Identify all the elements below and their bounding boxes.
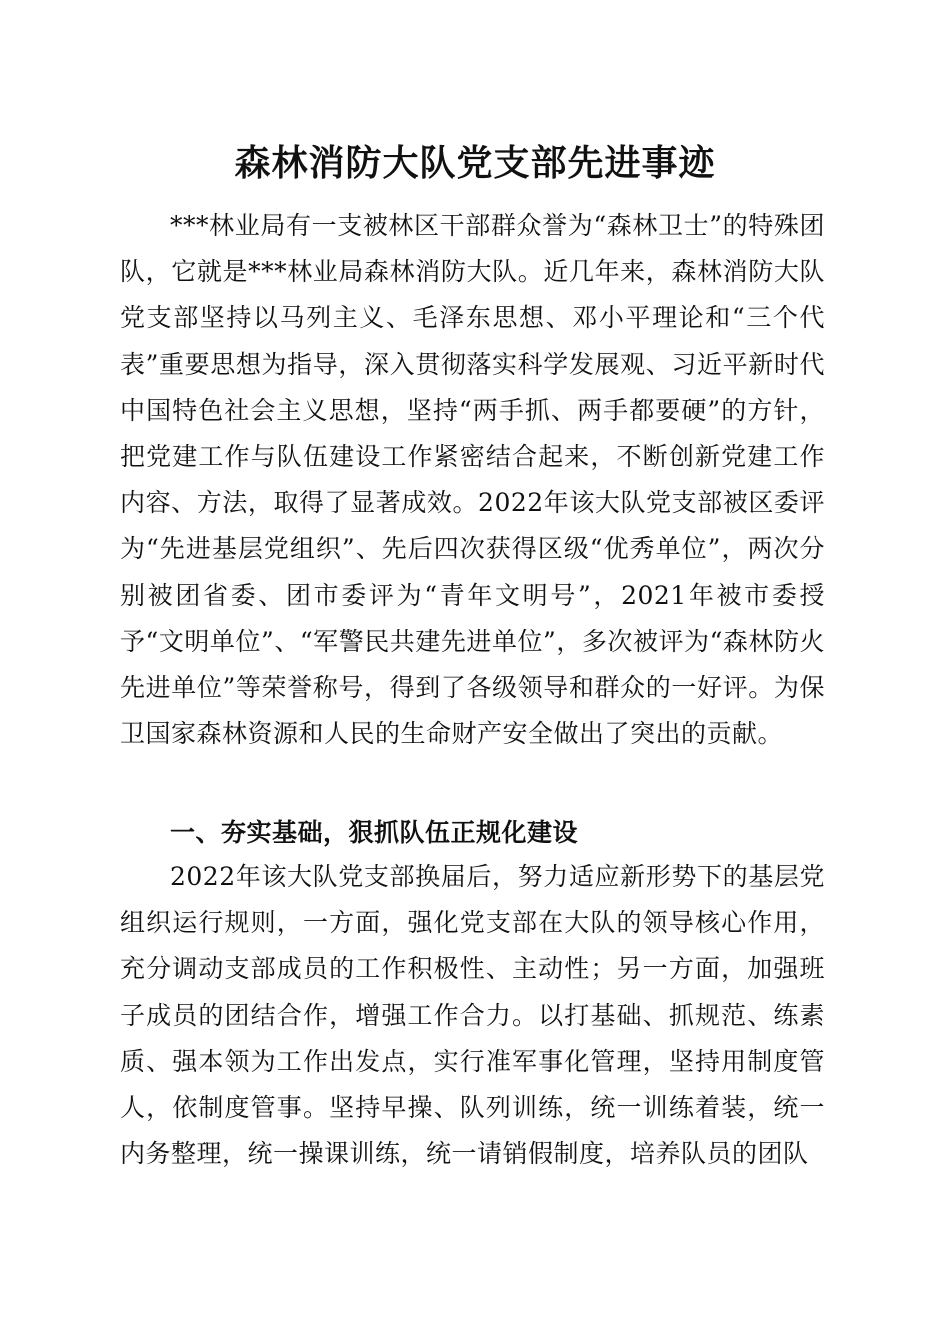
intro-paragraph: ***林业局有一支被林区干部群众誉为“森林卫士”的特殊团队，它就是***林业局森林消防大队。近几年来，森林消防大队党支部坚持以马列主义、毛泽东思想、邓小平理论和“三个代表”重要思想为指导，深入贯彻落实科学发展观、习近平新时代中国特色社会主义思想，坚持“两手抓、两手都要硬”的方针，把党建工作与队伍建设工作紧密结合起来，不断创新党建工作内容、方法，取得了显著成效。2022年该大队党支部被区委评为“先进基层党组织”、先后四次获得区级“优秀单位”，两次分别被团省委、团市委评为“青年文明号”，2021年被市委授予“文明单位”、“军警民共建先进单位”，多次被评为“森林防火先进单位”等荣誉称号，得到了各级领导和群众的一好评。为保卫国家森林资源和人民的生命财产安全做出了突出的贡献。 [120, 211, 825, 749]
document-title: 森林消防大队党支部先进事迹 [234, 142, 716, 184]
section-heading: 一、夯实基础，狠抓队伍正规化建设 [170, 818, 579, 847]
section-paragraph: 2022年该大队党支部换届后，努力适应新形势下的基层党组织运行规则，一方面，强化党支部在大队的领导核心作用，充分调动支部成员的工作积极性、主动性；另一方面，加强班子成员的团结合作，增强工作合力。以打基础、抓规范、练素质、强本领为工作出发点，实行准军事化管理，坚持用制度管人，依制度管事。坚持早操、队列训练，统一训练着装，统一内务整理，统一操课训练，统一请销假制度，培养队员的团队 [120, 862, 825, 1169]
